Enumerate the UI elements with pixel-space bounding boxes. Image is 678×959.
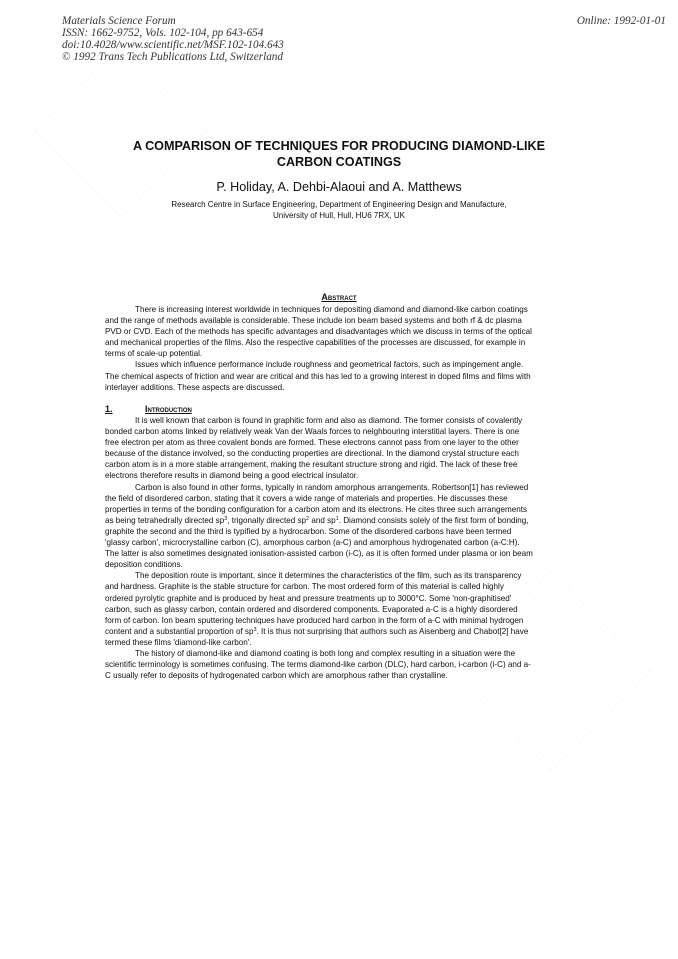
doi-line: doi:10.4028/www.scientific.net/MSF.102-104.643	[62, 39, 284, 51]
intro-paragraph: The history of diamond-like and diamond coating is both long and complex resulting in a situation were the scientific terminology is sometimes confusing. The terms diamond-like carbon (DLC), hard carbon, i-carbon (i-C) and a-C usually refer to deposits of hydrogenated carbon which are amorphous rather than crystalline.	[105, 648, 531, 681]
section-heading-introduction	[105, 404, 192, 414]
introduction-body	[105, 415, 533, 681]
online-date: Online: 1992-01-01	[576, 15, 666, 27]
text-run: , trigonally directed sp	[227, 515, 307, 525]
affiliation-line-1: Research Centre in Surface Engineering, Department of Engineering Design and Manufacture,	[171, 200, 507, 209]
superscript: 2	[306, 515, 310, 522]
paper-title	[100, 138, 578, 170]
author-list: P. Holiday, A. Dehbi-Alaoui and A. Matthews	[216, 180, 462, 194]
superscript: 3	[224, 515, 228, 522]
intro-paragraph	[105, 570, 533, 648]
affiliation	[100, 199, 578, 221]
copyright-line: © 1992 Trans Tech Publications Ltd, Switzerland	[62, 51, 283, 63]
text-run: The deposition route is important, since it determines the characteristics of the film, such as its transparency and hardness. Graphite is the stable structure for carbon. The most ordered form of this material is called highly ordered pyrolytic graphite and is produced by heat and pressure treatments up to 3000°C. Some 'non-graphitised' carbon, such as glassy carbon, contain ordered and disordered components. Evaporated a-C is a highly disordered form of carbon. Ion beam sputtering techniques have produced hard carbon in the form of a-C with minimal hydrogen content and a substantial proportion of sp	[105, 571, 524, 636]
abstract-body	[105, 304, 533, 393]
title-line-2: CARBON COATINGS	[276, 155, 402, 169]
issn-line: ISSN: 1662-9752, Vols. 102-104, pp 643-654	[62, 27, 264, 39]
section-number: 1.	[105, 404, 113, 414]
section-title: Introduction	[145, 404, 192, 414]
citation-header	[62, 15, 284, 63]
title-line-1: A COMPARISON OF TECHNIQUES FOR PRODUCING DIAMOND-LIKE	[132, 139, 546, 153]
abstract-heading: Abstract	[321, 292, 357, 302]
intro-paragraph	[105, 482, 533, 571]
text-run: . It is thus not surprising that authors such as Aisenberg and Chabot[2] have termed these films 'diamond-like carbon'.	[105, 626, 529, 647]
text-run: and sp	[309, 515, 336, 525]
superscript: 1	[335, 515, 339, 522]
superscript: 3	[253, 626, 257, 633]
abstract-paragraph: Issues which influence performance include roughness and geometrical factors, such as impingement angle. The chemical aspects of friction and wear are critical and this has led to a growing interest in doped films and films with interlayer additions. These aspects are discussed.	[105, 360, 531, 392]
text-run: Carbon is also found in other forms, typically in random amorphous arrangements. Robertson[1] has reviewed the field of disordered carbon, stating that it covers a wide range of materials and properties. He discusses these properties in terms of the bonding configuration for a carbon atom and its electrons. He cites three such arrangements as being tetrahedrally directed sp	[105, 482, 529, 525]
affiliation-line-2: University of Hull, Hull, HU6 7RX, UK	[272, 211, 406, 220]
text-run: . Diamond consists solely of the first form of bonding, graphite the second and the third is typified by a hydrocarbon. Some of the disordered carbons have been termed 'glassy carbon', microcrystalline carbon (C), amorphous carbon (a-C) and amorphous hydrogenated carbon (a-C:H). The latter is also sometimes designated ionisation-assisted carbon (i-C), as it is often formed under plasma or ion beam deposition conditions.	[105, 515, 533, 570]
abstract-paragraph: There is increasing interest worldwide in techniques for depositing diamond and diamond-like carbon coatings and the range of methods available is considerable. These include ion beam based systems and both rf & dc plasma PVD or CVD. Each of the methods has specific advantages and disadvantages which we discuss in terms of the optical and mechanical properties of the films. Also the respective capabilities of the processes are discussed, for example in terms of scale-up potential.	[105, 305, 532, 359]
journal-name: Materials Science Forum	[62, 15, 176, 27]
intro-paragraph: It is well known that carbon is found in graphitic form and also as diamond. The former consists of covalently bonded carbon atoms linked by relatively weak Van der Waals forces to neighbouring interstitial layers. There is one free electron per atom as three covalent bonds are formed. These electrons cannot pass from one layer to the other because of the distance involved, so the conducting properties are directional. In the diamond crystal structure each carbon atom is in a more stable arrangement, making the resultant structure strong and rigid. The lack of these free electrons therefore results in diamond being a good electrical insulator.	[105, 416, 523, 481]
